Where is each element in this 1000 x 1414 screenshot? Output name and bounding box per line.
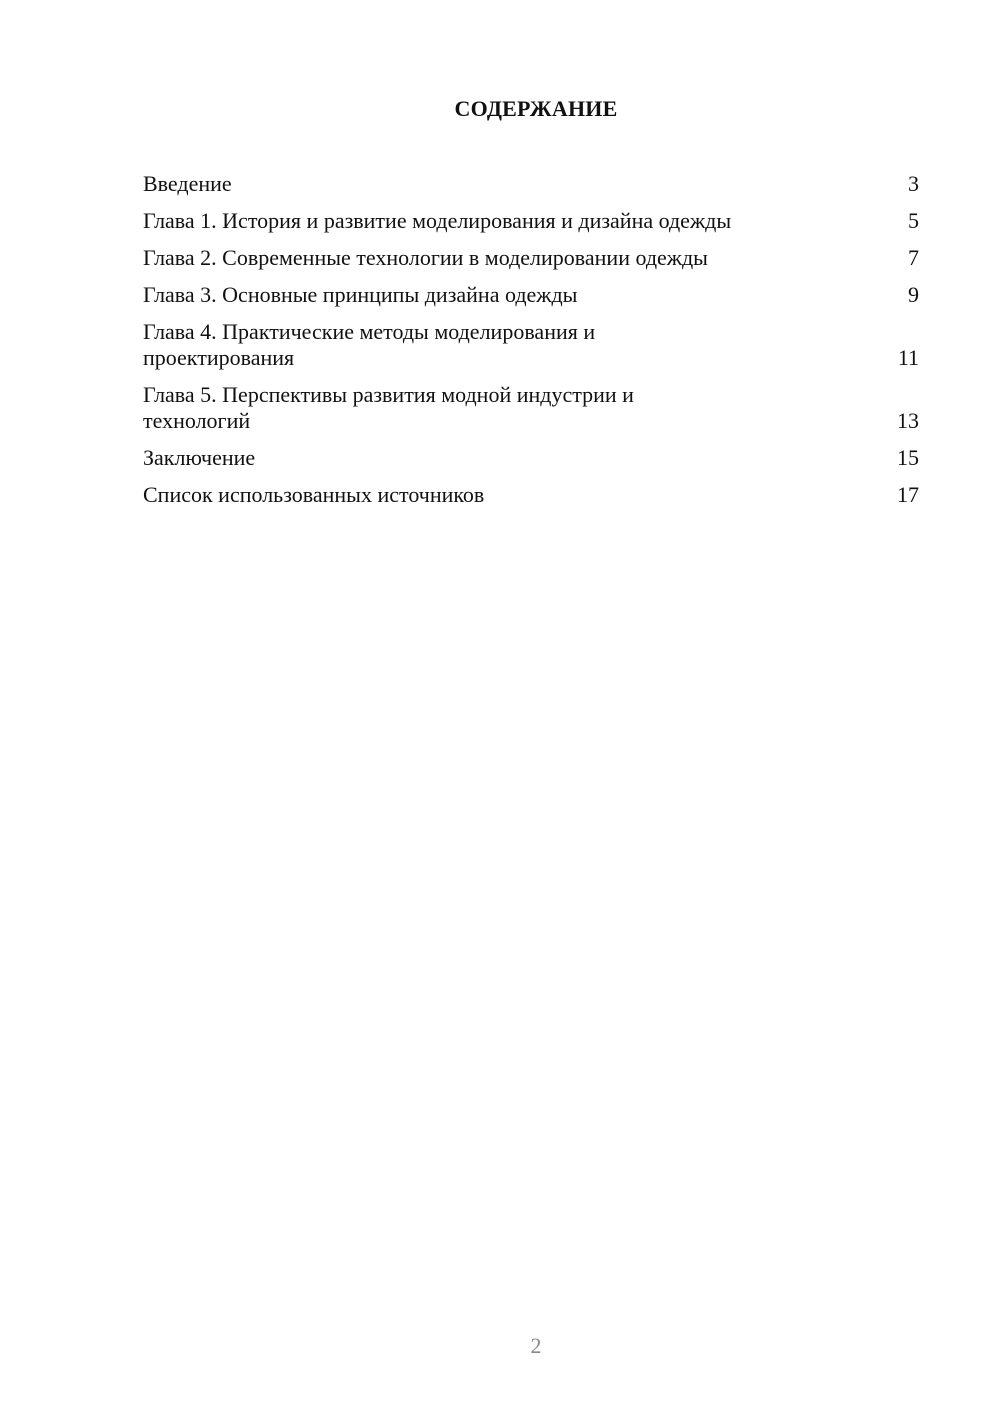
toc-entry bbox=[143, 319, 919, 371]
toc-entry-label: Глава 5. Перспективы развития модной индустрии и технологий bbox=[143, 382, 634, 433]
toc-entry bbox=[143, 445, 919, 471]
toc-entry-label: Глава 4. Практические методы моделирования и проектирования bbox=[143, 319, 596, 370]
toc-entry-label: Заключение bbox=[143, 445, 256, 470]
table-of-contents bbox=[143, 171, 919, 519]
toc-entry-page: 7 bbox=[908, 245, 919, 270]
toc-entry-label: Глава 1. История и развитие моделирования и дизайна одежды bbox=[143, 208, 732, 233]
toc-entry-page: 5 bbox=[908, 208, 919, 233]
toc-entry-label: Список использованных источников bbox=[143, 482, 485, 507]
toc-entry-page: 13 bbox=[897, 408, 919, 433]
toc-entry bbox=[143, 171, 919, 197]
toc-entry-page: 17 bbox=[897, 482, 919, 507]
toc-entry-label: Глава 2. Современные технологии в моделировании одежды bbox=[143, 245, 708, 270]
toc-entry bbox=[143, 245, 919, 271]
toc-entry-label: Глава 3. Основные принципы дизайна одежды bbox=[143, 282, 578, 307]
toc-entry bbox=[143, 208, 919, 234]
toc-entry bbox=[143, 482, 919, 508]
page-title: СОДЕРЖАНИЕ bbox=[454, 96, 618, 121]
toc-entry-page: 9 bbox=[908, 282, 919, 307]
toc-entry bbox=[143, 282, 919, 308]
toc-entry-page: 11 bbox=[897, 345, 919, 370]
page-number: 2 bbox=[530, 1333, 542, 1358]
toc-entry-page: 15 bbox=[897, 445, 919, 470]
toc-entry bbox=[143, 382, 919, 434]
toc-entry-label: Введение bbox=[143, 171, 232, 196]
toc-entry-page: 3 bbox=[908, 171, 919, 196]
